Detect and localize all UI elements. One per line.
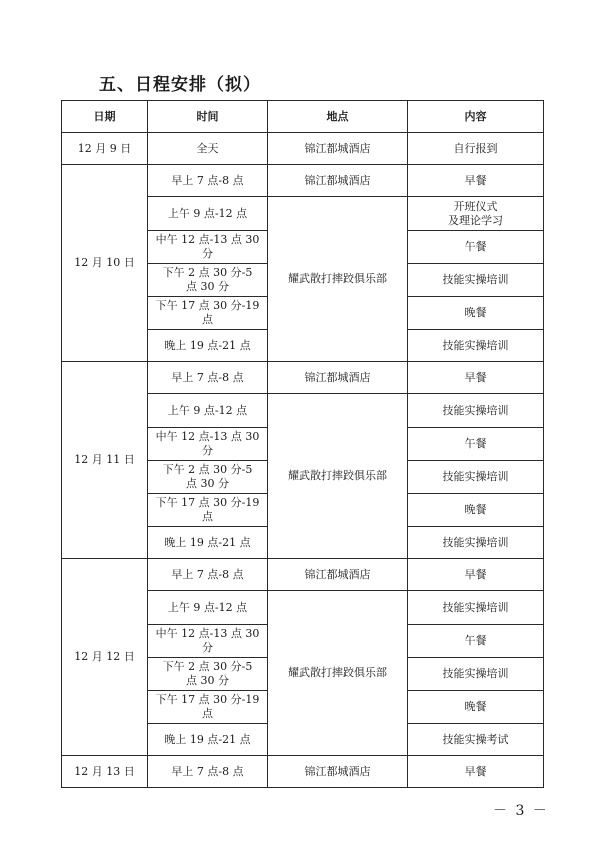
date-cell: 12 月 13 日 [62, 756, 148, 788]
schedule-table [61, 100, 544, 788]
schedule-body [62, 133, 544, 788]
place-cell: 耀武散打摔跤俱乐部 [268, 591, 408, 756]
content-cell: 技能实操考试 [408, 724, 544, 756]
time-cell: 下午 2 点 30 分-5 点 30 分 [148, 658, 268, 691]
time-cell: 晚上 19 点-21 点 [148, 330, 268, 362]
date-cell: 12 月 11 日 [62, 362, 148, 559]
time-cell: 下午 2 点 30 分-5 点 30 分 [148, 461, 268, 494]
content-cell: 技能实操培训 [408, 527, 544, 559]
table-row [62, 362, 544, 394]
table-row [62, 559, 544, 591]
content-cell: 晚餐 [408, 297, 544, 330]
time-cell: 晚上 19 点-21 点 [148, 724, 268, 756]
content-cell: 晚餐 [408, 691, 544, 724]
time-cell: 下午 17 点 30 分-19 点 [148, 691, 268, 724]
content-cell: 早餐 [408, 362, 544, 394]
content-cell: 技能实操培训 [408, 461, 544, 494]
content-cell: 早餐 [408, 756, 544, 788]
content-cell: 技能实操培训 [408, 591, 544, 625]
content-cell: 早餐 [408, 165, 544, 197]
page-number: － 3 － [493, 803, 549, 819]
time-cell: 中午 12 点-13 点 30 分 [148, 625, 268, 658]
place-cell: 锦江都城酒店 [268, 165, 408, 197]
time-cell: 全天 [148, 133, 268, 165]
time-cell: 早上 7 点-8 点 [148, 756, 268, 788]
table-row [62, 756, 544, 788]
table-row [62, 165, 544, 197]
place-cell: 耀武散打摔跤俱乐部 [268, 197, 408, 362]
content-cell: 午餐 [408, 428, 544, 461]
content-cell: 技能实操培训 [408, 264, 544, 297]
col-header-content: 内容 [408, 101, 544, 133]
date-cell: 12 月 9 日 [62, 133, 148, 165]
place-cell: 耀武散打摔跤俱乐部 [268, 394, 408, 559]
content-cell: 技能实操培训 [408, 658, 544, 691]
content-cell: 技能实操培训 [408, 394, 544, 428]
content-cell: 晚餐 [408, 494, 544, 527]
time-cell: 上午 9 点-12 点 [148, 591, 268, 625]
time-cell: 早上 7 点-8 点 [148, 165, 268, 197]
place-cell: 锦江都城酒店 [268, 362, 408, 394]
section-heading: 五、日程安排（拟） [99, 75, 261, 95]
table-row [62, 133, 544, 165]
content-cell: 早餐 [408, 559, 544, 591]
time-cell: 中午 12 点-13 点 30 分 [148, 231, 268, 264]
content-cell: 午餐 [408, 625, 544, 658]
place-cell: 锦江都城酒店 [268, 756, 408, 788]
content-cell: 开班仪式 及理论学习 [408, 197, 544, 231]
time-cell: 下午 17 点 30 分-19 点 [148, 297, 268, 330]
time-cell: 晚上 19 点-21 点 [148, 527, 268, 559]
content-cell: 午餐 [408, 231, 544, 264]
time-cell: 下午 2 点 30 分-5 点 30 分 [148, 264, 268, 297]
place-cell: 锦江都城酒店 [268, 133, 408, 165]
header-row [62, 101, 544, 133]
place-cell: 锦江都城酒店 [268, 559, 408, 591]
time-cell: 上午 9 点-12 点 [148, 394, 268, 428]
time-cell: 早上 7 点-8 点 [148, 362, 268, 394]
col-header-place: 地点 [268, 101, 408, 133]
time-cell: 上午 9 点-12 点 [148, 197, 268, 231]
date-cell: 12 月 10 日 [62, 165, 148, 362]
time-cell: 中午 12 点-13 点 30 分 [148, 428, 268, 461]
content-cell: 自行报到 [408, 133, 544, 165]
date-cell: 12 月 12 日 [62, 559, 148, 756]
col-header-time: 时间 [148, 101, 268, 133]
content-cell: 技能实操培训 [408, 330, 544, 362]
col-header-date: 日期 [62, 101, 148, 133]
time-cell: 早上 7 点-8 点 [148, 559, 268, 591]
time-cell: 下午 17 点 30 分-19 点 [148, 494, 268, 527]
